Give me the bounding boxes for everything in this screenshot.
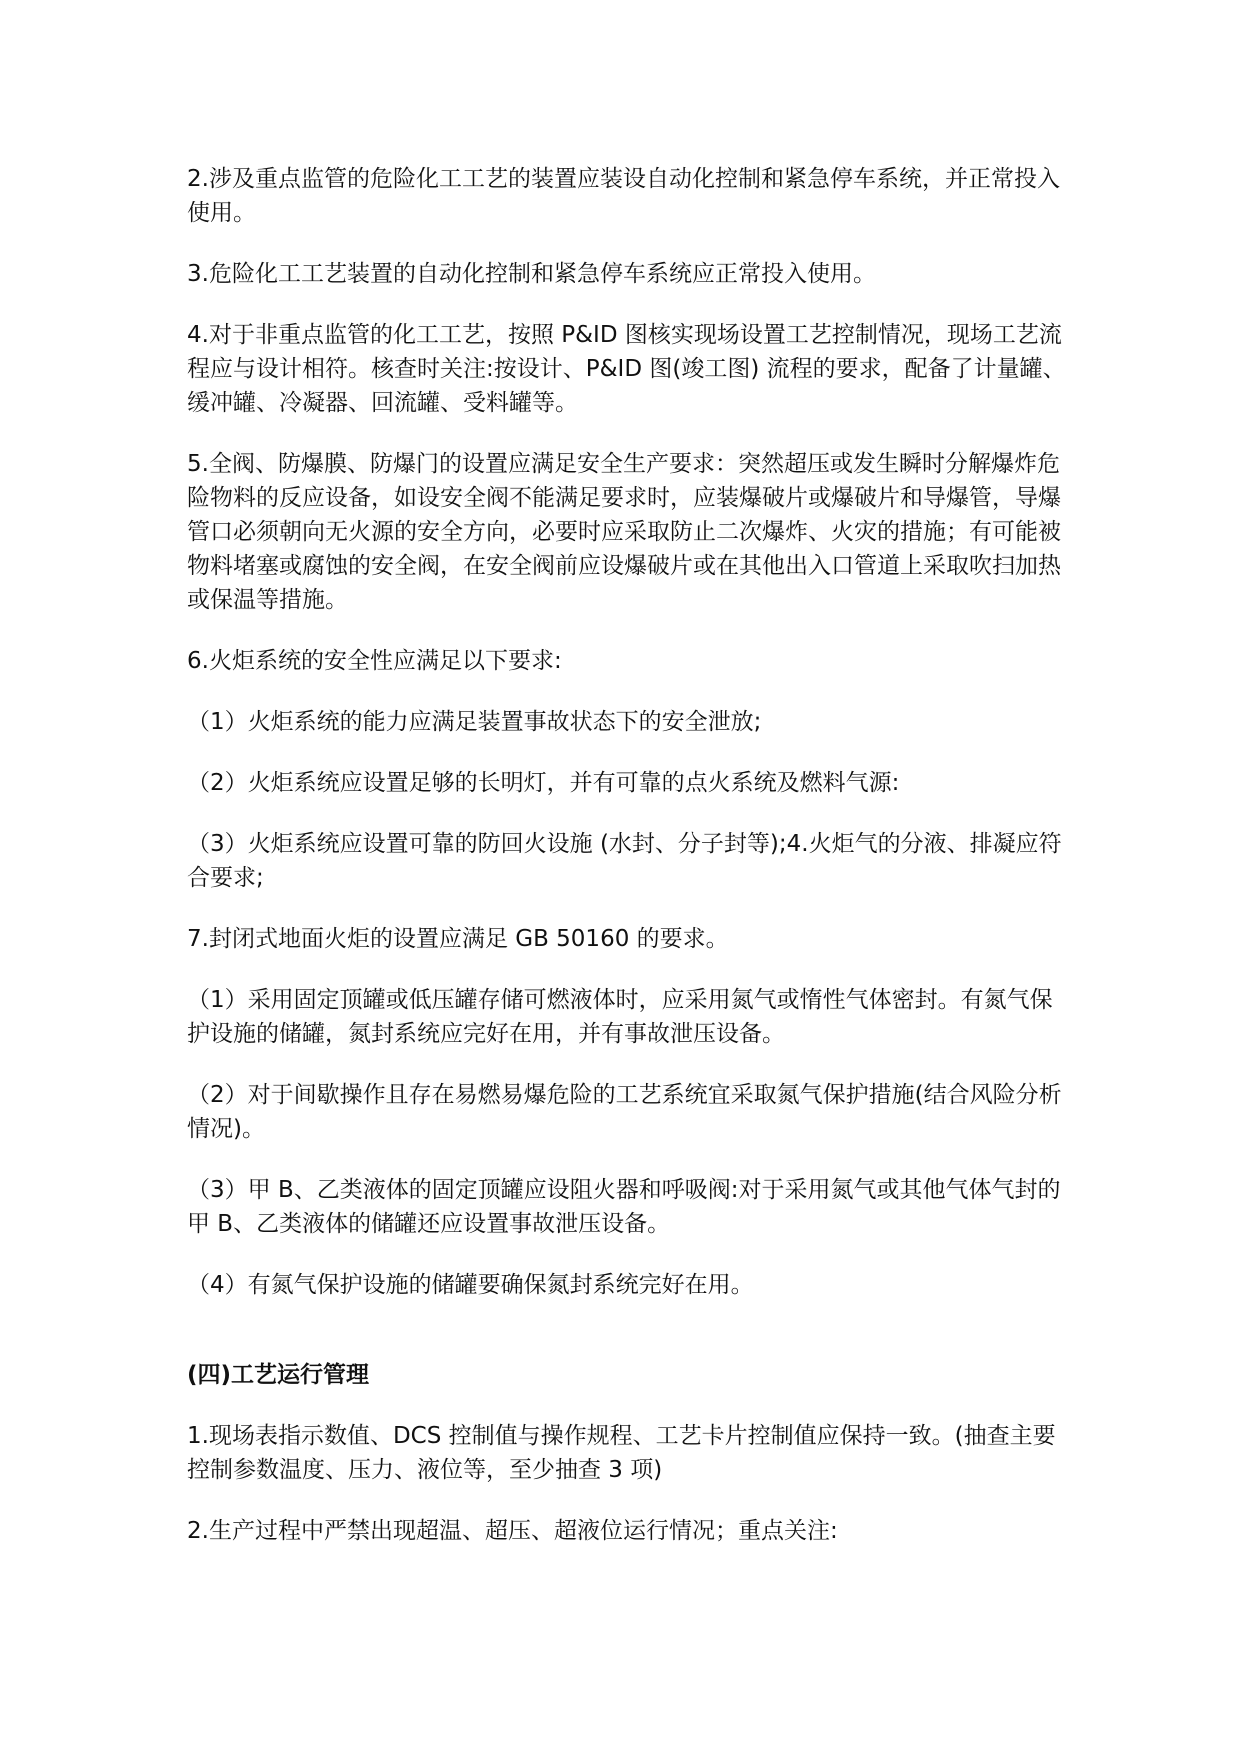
sub-item-6-2: （2）火炬系统应设置足够的长明灯，并有可靠的点火系统及燃料气源:	[187, 770, 900, 796]
section-paragraph-1: 1.现场表指示数值、DCS 控制值与操作规程、工艺卡片控制值应保持一致。(抽查主要控制参数温度、压力、液位等，至少抽查 3 项)	[187, 1423, 1056, 1483]
paragraph-item-4: 4.对于非重点监管的化工工艺，按照 P&ID 图核实现场设置工艺控制情况，现场工艺流程应与设计相符。核查时关注:按设计、P&ID 图(竣工图) 流程的要求，配备了计量罐、缓冲罐、冷凝器、回流罐、受料罐等。	[187, 322, 1066, 416]
paragraph-item-7: 7.封闭式地面火炬的设置应满足 GB 50160 的要求。	[187, 926, 729, 952]
sub-item-6-1: （1）火炬系统的能力应满足装置事故状态下的安全泄放;	[187, 709, 762, 735]
paragraph-item-2: 2.涉及重点监管的危险化工工艺的装置应装设自动化控制和紧急停车系统，并正常投入使用。	[187, 166, 1060, 226]
paragraph-item-6: 6.火炬系统的安全性应满足以下要求:	[187, 648, 562, 674]
paragraph-item-5: 5.全阀、防爆膜、防爆门的设置应满足安全生产要求：突然超压或发生瞬时分解爆炸危险物料的反应设备，如设安全阀不能满足要求时，应装爆破片或爆破片和导爆管，导爆管口必须朝向无火源的安全方向，必要时应采取防止二次爆炸、火灾的措施；有可能被物料堵塞或腐蚀的安全阀，在安全阀前应设爆破片或在其他出入口管道上采取吹扫加热或保温等措施。	[187, 451, 1061, 613]
sub-item-7-2: （2）对于间歇操作且存在易燃易爆危险的工艺系统宜采取氮气保护措施(结合风险分析情况)。	[187, 1082, 1062, 1142]
sub-item-6-3: （3）火炬系统应设置可靠的防回火设施 (水封、分子封等);4.火炬气的分液、排凝应符合要求;	[187, 831, 1062, 891]
sub-item-7-4: （4）有氮气保护设施的储罐要确保氮封系统完好在用。	[187, 1272, 754, 1298]
paragraph-item-3: 3.危险化工工艺装置的自动化控制和紧急停车系统应正常投入使用。	[187, 261, 876, 287]
sub-item-7-1: （1）采用固定顶罐或低压罐存储可燃液体时，应采用氮气或惰性气体密封。有氮气保护设施的储罐，氮封系统应完好在用，并有事故泄压设备。	[187, 987, 1053, 1047]
document-page	[187, 162, 1067, 1575]
section-heading: (四)工艺运行管理	[187, 1362, 370, 1388]
sub-item-7-3: （3）甲 B、乙类液体的固定顶罐应设阻火器和呼吸阀:对于采用氮气或其他气体气封的甲 B、乙类液体的储罐还应设置事故泄压设备。	[187, 1177, 1061, 1237]
section-paragraph-2: 2.生产过程中严禁出现超温、超压、超液位运行情况；重点关注:	[187, 1518, 838, 1544]
